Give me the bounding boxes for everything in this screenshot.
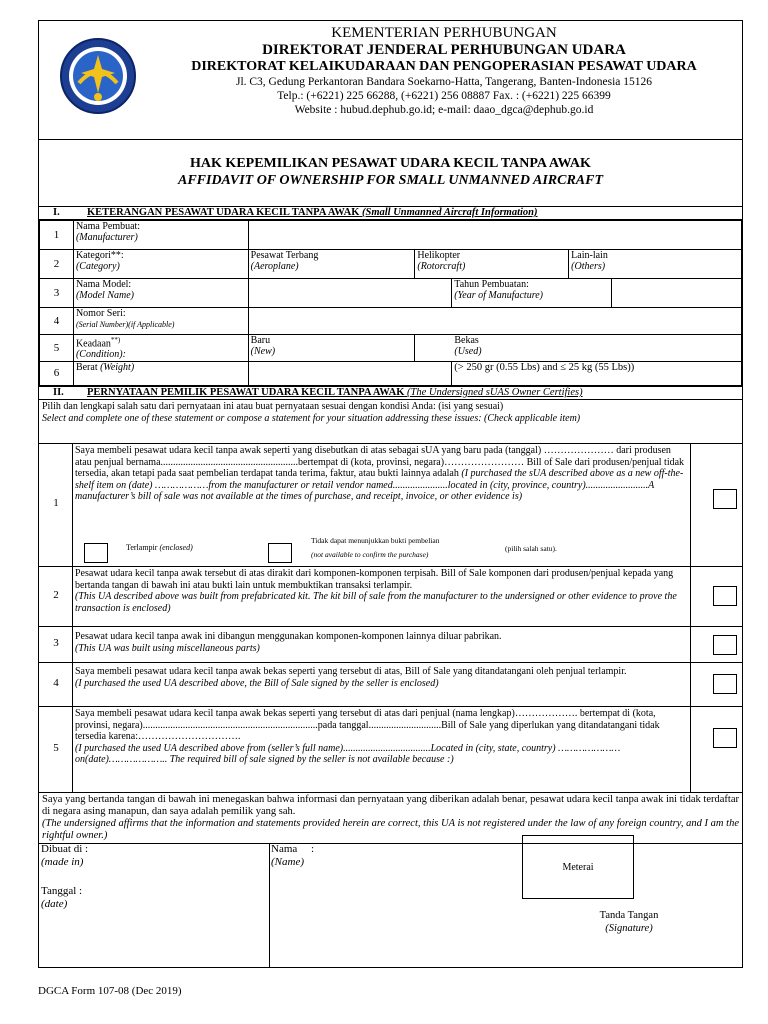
form-title-en: AFFIDAVIT OF OWNERSHIP FOR SMALL UNMANNED AIRCRAFT (177, 173, 604, 188)
statement-text (75, 666, 687, 689)
option-id: Pesawat Terbang (250, 250, 319, 261)
row-number: 5 (40, 335, 74, 362)
name-field[interactable] (271, 843, 314, 868)
not-available-checkbox[interactable] (268, 543, 292, 563)
sub-label-en: (enclosed) (159, 543, 193, 552)
option-id: Helikopter (417, 250, 461, 261)
section-2-instructions (39, 400, 742, 444)
row-number: 1 (40, 221, 74, 250)
label-en: (Serial Number)(if Applicable) (75, 320, 175, 329)
year-cell (452, 279, 742, 308)
form-page (38, 20, 743, 968)
option-id: Lain-lain (571, 250, 608, 261)
year-label (452, 279, 612, 307)
signature-label-en: (Signature) (605, 922, 653, 934)
made-in-field[interactable] (41, 843, 88, 868)
option-number (39, 627, 73, 662)
date-field[interactable] (41, 885, 82, 910)
section-2-title-en: (The Undersigned sUAS Owner Certifies) (407, 387, 583, 398)
weight-field[interactable] (248, 362, 452, 386)
year-field[interactable] (612, 279, 741, 307)
condition-new-option[interactable] (248, 335, 415, 362)
row-number: 4 (40, 308, 74, 335)
label-id: Nama Pembuat: (75, 221, 141, 232)
statement-text-id: Pesawat udara kecil tanpa awak ini dibangun menggunakan komponen-komponen lainnya diluar pabrikan. (75, 631, 502, 642)
option-number-text: 2 (53, 588, 59, 601)
statement-option-3 (39, 627, 742, 663)
label-id: Nomor Seri: (75, 308, 126, 319)
statement-text (75, 708, 687, 766)
owner-declaration (39, 793, 742, 844)
name-signature-column (269, 843, 742, 967)
table-row (40, 362, 742, 386)
stamp-duty-box[interactable]: Meterai (522, 835, 634, 899)
place-date-column (39, 843, 270, 967)
label-id: Nama Model: (75, 279, 132, 290)
section-1-number: I. (53, 207, 60, 218)
sub-label-id: Terlampir (126, 543, 158, 552)
weight-label (73, 362, 248, 386)
label-en: (Model Name) (75, 290, 134, 301)
section-1-title (87, 207, 538, 219)
option-number (39, 567, 73, 626)
option-3-checkbox[interactable] (713, 635, 737, 655)
label-id: Keadaan (75, 338, 111, 350)
statement-text-en: (This UA described above was built from prefabricated kit. The kit bill of sale from the manufacturer to the undersigned or other evidence to prove the transaction is enclosed) (75, 591, 677, 614)
serial-number-label (73, 308, 248, 335)
signature-label: Tanda Tangan (599, 910, 659, 921)
section-2-title (87, 387, 583, 399)
option-number (39, 707, 73, 792)
manufacturer-field[interactable] (248, 221, 741, 250)
label-id: Berat (75, 362, 98, 373)
date-label-en: (date) (41, 897, 68, 910)
ministry-name: KEMENTERIAN PERHUBUNGAN (331, 25, 557, 41)
label-en: (Manufacturer) (75, 232, 138, 243)
table-row (40, 308, 742, 335)
signature-block (39, 843, 742, 968)
statement-text-id: Saya membeli pesawat udara kecil tanpa awak bekas seperti yang tersebut di atas dari penjual (nama lengkap)………………. bertempat di (kota, provinsi, negara)......................................................................pada tanggal.............................Bill of Sale yang diperlukan yang ditandatangani tidak tersedia karena:…………………………. (75, 708, 660, 742)
statement-text-id: Pesawat udara kecil tanpa awak tersebut di atas dirakit dari komponen-komponen terpisah. Bill of Sale komponen dari produsen/penjual kepada yang bertanda tangan di bawah ini atau bukti lain untuk membuktikan transaksi terlampir. (75, 568, 674, 591)
label-en: (Weight) (100, 362, 135, 373)
sub-label-id: Tidak dapat menunjukkan bukti pembelian (311, 536, 440, 545)
section-1-header (39, 206, 742, 220)
section-2-number: II. (53, 387, 64, 398)
statement-text-en: (I purchased the used UA described above from (seller’s full name)...................................Located in (city, state, country) ………………… on(date)……………….. The required bill of sale signed by the seller is not available because :) (75, 742, 621, 765)
instructions-id: Pilih dan lengkapi salah satu dari pernyataan ini atau buat pernyataan sesuai dengan kondisi Anda: (isi yang sesuai) (42, 401, 504, 412)
statement-option-1 (39, 444, 742, 567)
statement-option-4 (39, 663, 742, 707)
form-number: DGCA Form 107-08 (Dec 2019) (38, 985, 182, 997)
option-number (39, 663, 73, 706)
directorate-name: DIREKTORAT KELAIKUDARAAN DAN PENGOPERASIAN PESAWAT UDARA (191, 59, 697, 74)
option-5-checkbox[interactable] (713, 728, 737, 748)
footnote-marker: **) (110, 336, 121, 344)
choose-one-note: (pilih salah satu). (505, 544, 557, 553)
condition-label (73, 335, 248, 362)
declaration-en: (The undersigned affirms that the information and statements provided herein are correct, this UA is not registered under the law of any foreign country, and I am the rightful owner.) (42, 818, 739, 841)
model-name-label (73, 279, 248, 308)
website-email: Website : hubud.dephub.go.id; e-mail: daao_dgca@dephub.go.id (294, 104, 594, 116)
label-id: Tahun Pembuatan: (454, 279, 529, 290)
option-en: (Used) (454, 346, 482, 357)
model-name-field[interactable] (248, 279, 452, 308)
letterhead (39, 21, 742, 140)
checkbox-column (690, 707, 742, 792)
statement-text-en: (I purchased the sUA described above as a new off-the-shelf item on (date) ………………from the manufacturer or retail vendor named......................located in (city, province, country).........................A manufacturer’s bill of sale was not available at the times of purchase, and receipt, invoice, or other evidence is) (75, 468, 684, 502)
phone-fax: Telp.: (+6221) 225 66288, (+6221) 256 08887 Fax. : (+6221) 225 66399 (277, 90, 611, 102)
option-en: (New) (250, 346, 276, 357)
not-available-label (311, 534, 439, 562)
statement-text-en: (This UA was built using miscellaneous parts) (75, 642, 260, 654)
checkbox-column (690, 627, 742, 662)
enclosed-checkbox[interactable] (84, 543, 108, 563)
table-row (40, 279, 742, 308)
section-1-title-id: KETERANGAN PESAWAT UDARA KECIL TANPA AWAK (87, 207, 360, 218)
sub-label-en: (not available to confirm the purchase) (311, 550, 429, 559)
category-rotorcraft-option[interactable] (415, 250, 569, 279)
label-en: (Condition): (75, 349, 126, 361)
weight-range: (> 250 gr (0.55 Lbs) and ≤ 25 kg (55 Lbs)) (452, 362, 742, 386)
row-number: 6 (40, 362, 74, 386)
option-number-text: 3 (53, 636, 59, 649)
made-in-label: Dibuat di : (41, 843, 89, 855)
statement-text-id: Saya membeli pesawat udara kecil tanpa awak bekas seperti yang tersebut di atas, Bill of Sale yang ditandatangani oleh penjual terlampir. (75, 666, 627, 677)
form-title (39, 155, 742, 189)
manufacturer-label (73, 221, 248, 250)
label-en: (Category) (75, 261, 120, 272)
label-id: Kategori**: (75, 250, 124, 261)
option-2-checkbox[interactable] (713, 586, 737, 606)
dgca-emblem-icon (59, 37, 137, 115)
option-en: (Aeroplane) (250, 261, 299, 272)
option-number-text: 5 (53, 741, 59, 754)
condition-used-option[interactable] (415, 335, 742, 362)
table-row (40, 335, 742, 362)
option-id: Baru (250, 335, 271, 346)
section-2-title-id: PERNYATAAN PEMILIK PESAWAT UDARA KECIL TANPA AWAK (87, 387, 405, 398)
checkbox-column (690, 444, 742, 566)
category-others-option[interactable] (569, 250, 742, 279)
directorate-general-name: DIREKTORAT JENDERAL PERHUBUNGAN UDARA (262, 42, 626, 58)
option-1-checkbox[interactable] (713, 489, 737, 509)
form-title-id: HAK KEPEMILIKAN PESAWAT UDARA KECIL TANPA AWAK (190, 156, 591, 171)
name-label-en: (Name) (271, 855, 304, 868)
section-1-title-en: (Small Unmanned Aircraft Information) (362, 207, 538, 218)
date-label: Tanggal : (41, 885, 83, 897)
aircraft-info-table (39, 220, 742, 386)
category-label (73, 250, 248, 279)
option-4-checkbox[interactable] (713, 674, 737, 694)
statement-text-en: (I purchased the used UA described above, the Bill of Sale signed by the seller is enclosed) (75, 677, 439, 689)
option-en: (Others) (571, 261, 606, 272)
address: Jl. C3, Gedung Perkantoran Bandara Soekarno-Hatta, Tangerang, Banten-Indonesia 15126 (235, 76, 653, 88)
name-label: Nama : (271, 843, 315, 855)
statement-text (75, 631, 687, 654)
enclosed-label (126, 542, 193, 554)
option-number (39, 444, 73, 566)
category-aeroplane-option[interactable] (248, 250, 415, 279)
table-row (40, 221, 742, 250)
label-en: (Year of Manufacture) (454, 290, 543, 301)
statement-option-2 (39, 567, 742, 627)
option-number-text: 4 (53, 676, 59, 689)
statement-text (75, 445, 687, 503)
declaration-id: Saya yang bertanda tangan di bawah ini menegaskan bahwa informasi dan pernyataan yang diberikan adalah benar, pesawat udara kecil tanpa awak ini tidak terdaftar di negara asing manapun, dan saya adalah pemilik yang sah. (42, 794, 739, 817)
row-number: 3 (40, 279, 74, 308)
made-in-label-en: (made in) (41, 855, 84, 868)
statement-option-5 (39, 707, 742, 793)
row-number: 2 (40, 250, 74, 279)
option-en: (Rotorcraft) (417, 261, 466, 272)
statement-text (75, 568, 687, 614)
instructions-en: Select and complete one of these statement or compose a statement for your situation addressing these issues: (Check applicable item) (42, 412, 581, 424)
section-2-header (39, 386, 742, 400)
option-number-text: 1 (53, 497, 59, 509)
serial-number-field[interactable] (248, 308, 741, 335)
checkbox-column (690, 567, 742, 626)
option-id: Bekas (454, 335, 479, 346)
checkbox-column (690, 663, 742, 706)
signature-field[interactable] (539, 910, 719, 935)
table-row (40, 250, 742, 279)
statement-text-id: Saya membeli pesawat udara kecil tanpa awak seperti yang disebutkan di atas sebagai sUA yang baru pada (tanggal) ………………… dari produsen atau penjual bernama.......................................................bertempat di (kota, provinsi, negara)…………………… Bill of Sale dari produsen/penjual tidak tersedia, akan tetapi pada saat pembelian terdapat tanda terima, faktur, atau bukti lainnya adalah (75, 445, 685, 479)
